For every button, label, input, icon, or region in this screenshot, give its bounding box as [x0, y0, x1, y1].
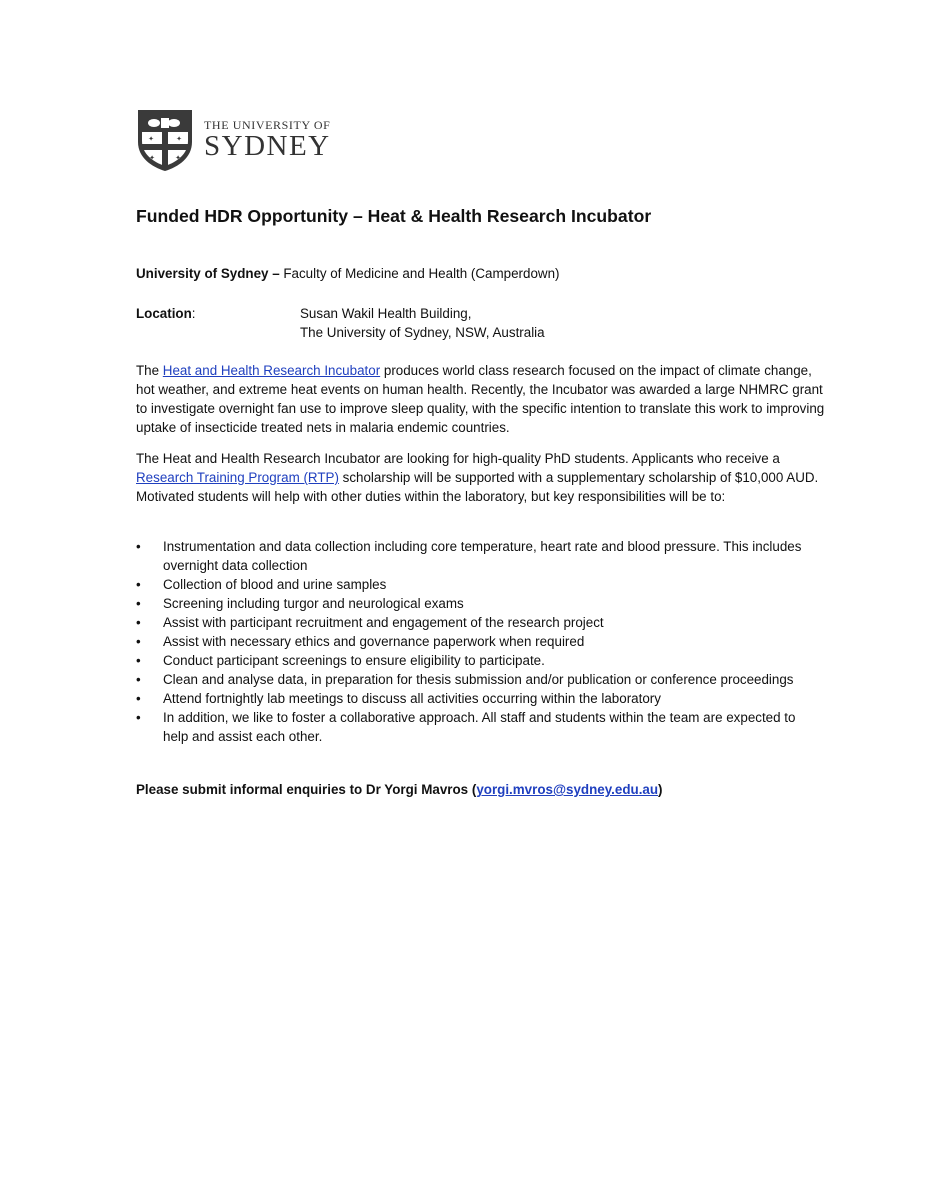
bullet-icon: • [136, 596, 141, 611]
bullet-icon: • [136, 691, 141, 706]
list-item-text: Assist with necessary ethics and governance paperwork when required [163, 634, 585, 649]
list-item [136, 613, 806, 632]
svg-text:✦: ✦ [148, 136, 154, 143]
enquiry-text: Please submit informal enquiries to Dr Yorgi Mavros ( [136, 782, 477, 797]
location-line-2: The University of Sydney, NSW, Australia [300, 325, 545, 340]
enquiry-line [136, 780, 663, 799]
enquiry-close: ) [658, 782, 663, 797]
list-item-text: Collection of blood and urine samples [163, 577, 387, 592]
bullet-icon: • [136, 710, 141, 725]
list-item [136, 651, 806, 670]
list-item [136, 708, 806, 746]
scholarship-prefix: The Heat and Health Research Incubator are looking for high-quality PhD students. Applicants who receive a [136, 451, 780, 466]
location-label-text: Location [136, 306, 192, 321]
list-item [136, 594, 806, 613]
bullet-icon: • [136, 577, 141, 592]
svg-text:✦: ✦ [176, 136, 182, 143]
institution-name: University of Sydney [136, 266, 269, 281]
university-crest-icon [136, 108, 194, 172]
logo-line-2: SYDNEY [204, 130, 331, 162]
scholarship-text: scholarship will be supported with a supplementary scholarship of $10,000 AUD. Motivated students will help with other duties within the laboratory, but key responsibilities will be to: [136, 470, 819, 504]
scholarship-paragraph [136, 449, 826, 506]
incubator-link[interactable]: Heat and Health Research Incubator [162, 363, 381, 378]
institution-separator: – [268, 266, 284, 281]
list-item-text: In addition, we like to foster a collaborative approach. All staff and students within the team are expected to help and assist each other. [163, 710, 796, 744]
list-item-text: Clean and analyse data, in preparation for thesis submission and/or publication or conference proceedings [163, 672, 794, 687]
location-label [136, 304, 196, 323]
list-item [136, 537, 806, 575]
list-item-text: Attend fortnightly lab meetings to discuss all activities occurring within the laboratory [163, 691, 661, 706]
bullet-icon: • [136, 653, 141, 668]
contact-email-link[interactable]: yorgi.mvros@sydney.edu.au [476, 782, 659, 797]
intro-text: produces world class research focused on the impact of climate change, hot weather, and extreme heat events on human health. Recently, the Incubator was awarded a large NHMRC grant to investigate overnight fan use to improve sleep quality, with the specific intention to translate this work to improving uptake of insecticide treated nets in malaria endemic countries. [136, 363, 825, 435]
list-item-text: Conduct participant screenings to ensure eligibility to participate. [163, 653, 545, 668]
list-item-text: Screening including turgor and neurological exams [163, 596, 464, 611]
list-item [136, 632, 806, 651]
location-colon: : [191, 306, 196, 321]
list-item [136, 689, 806, 708]
logo-wordmark [204, 118, 331, 160]
location-value [300, 304, 545, 342]
bullet-icon: • [136, 634, 141, 649]
list-item [136, 670, 806, 689]
svg-text:✦: ✦ [175, 155, 181, 162]
logo-line-1: THE UNIVERSITY OF [204, 118, 331, 132]
svg-text:✦: ✦ [149, 155, 155, 162]
bullet-icon: • [136, 539, 141, 554]
list-item-text: Instrumentation and data collection including core temperature, heart rate and blood pressure. This includes overnight data collection [163, 539, 802, 573]
location-line-1: Susan Wakil Health Building, [300, 306, 472, 321]
list-item [136, 575, 806, 594]
faculty-name: Faculty of Medicine and Health (Camperdown) [283, 266, 560, 281]
responsibilities-list [136, 537, 806, 746]
list-item-text: Assist with participant recruitment and engagement of the research project [163, 615, 604, 630]
bullet-icon: • [136, 672, 141, 687]
intro-paragraph [136, 361, 826, 437]
intro-prefix: The [136, 363, 163, 378]
institution-line [136, 264, 559, 283]
university-logo [136, 108, 331, 172]
document-title: Funded HDR Opportunity – Heat & Health Research Incubator [136, 206, 652, 226]
bullet-icon: • [136, 615, 141, 630]
rtp-link[interactable]: Research Training Program (RTP) [136, 470, 339, 485]
